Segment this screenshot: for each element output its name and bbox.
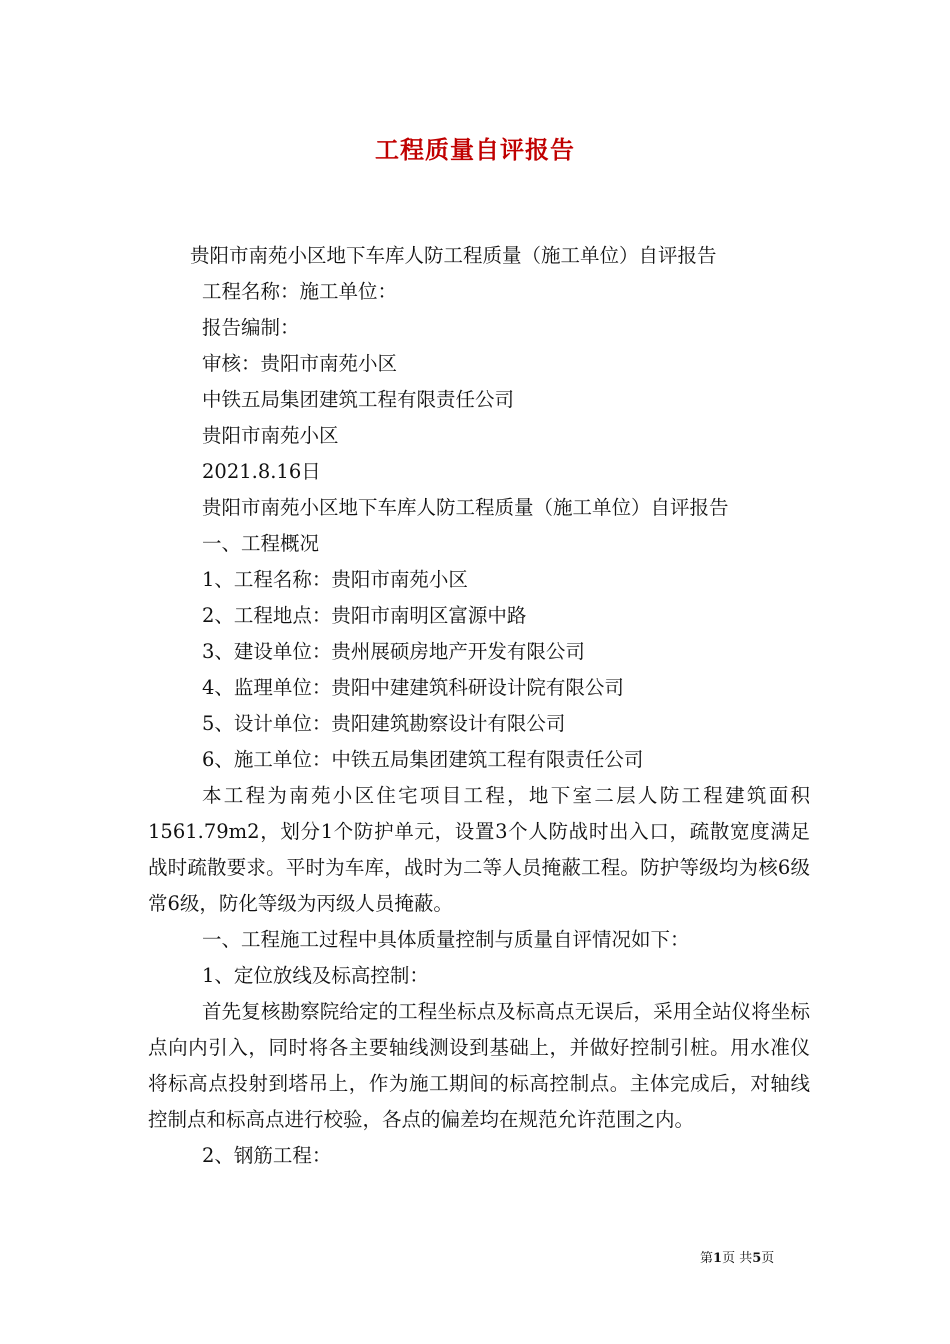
subsection-positioning-heading: 1、定位放线及标高控制： (202, 964, 429, 987)
page-current: 1 (713, 1251, 723, 1266)
document-body (148, 238, 810, 1174)
page-middle: 页 共 (722, 1251, 753, 1266)
section-overview-heading: 一、工程概况 (202, 532, 320, 555)
overview-item-2: 2、工程地点：贵阳市南明区富源中路 (202, 604, 527, 627)
overview-item-4: 4、监理单位：贵阳中建建筑科研设计院有限公司 (202, 676, 624, 699)
page-suffix: 页 (761, 1251, 775, 1266)
site-line: 贵阳市南苑小区 (202, 424, 339, 447)
overview-paragraph: 本工程为南苑小区住宅项目工程，地下室二层人防工程建筑面积1561.79m2，划分1个防护单元，设置3个人防战时出入口，疏散宽度满足战时疏散要求。平时为车库，战时为二等人员掩蔽工程。防护等级均为核6级常6级，防化等级为丙级人员掩蔽。 (148, 784, 810, 915)
report-heading-line: 贵阳市南苑小区地下车库人防工程质量（施工单位）自评报告 (190, 244, 717, 267)
project-name-line: 工程名称：施工单位： (202, 280, 398, 303)
page-prefix: 第 (700, 1251, 714, 1266)
report-compiler-line: 报告编制： (202, 316, 300, 339)
document-title: 工程质量自评报告 (375, 135, 575, 164)
page-total: 5 (752, 1251, 762, 1266)
section-quality-heading: 一、工程施工过程中具体质量控制与质量自评情况如下： (202, 928, 690, 951)
reviewer-line: 审核：贵阳市南苑小区 (202, 352, 398, 375)
overview-item-3: 3、建设单位：贵州展硕房地产开发有限公司 (202, 640, 585, 663)
overview-item-1: 1、工程名称：贵阳市南苑小区 (202, 568, 468, 591)
page-number-footer (700, 1247, 774, 1266)
date-line: 2021.8.16日 (202, 460, 321, 483)
company-line: 中铁五局集团建筑工程有限责任公司 (202, 388, 515, 411)
overview-item-6: 6、施工单位：中铁五局集团建筑工程有限责任公司 (202, 748, 644, 771)
overview-item-5: 5、设计单位：贵阳建筑勘察设计有限公司 (202, 712, 566, 735)
positioning-paragraph: 首先复核勘察院给定的工程坐标点及标高点无误后，采用全站仪将坐标点向内引入，同时将各主要轴线测设到基础上，并做好控制引桩。用水准仪将标高点投射到塔吊上，作为施工期间的标高控制点。主体完成后，对轴线控制点和标高点进行校验，各点的偏差均在规范允许范围之内。 (148, 1000, 810, 1131)
subsection-rebar-heading: 2、钢筋工程： (202, 1144, 332, 1167)
report-heading-line-2: 贵阳市南苑小区地下车库人防工程质量（施工单位）自评报告 (202, 496, 729, 519)
